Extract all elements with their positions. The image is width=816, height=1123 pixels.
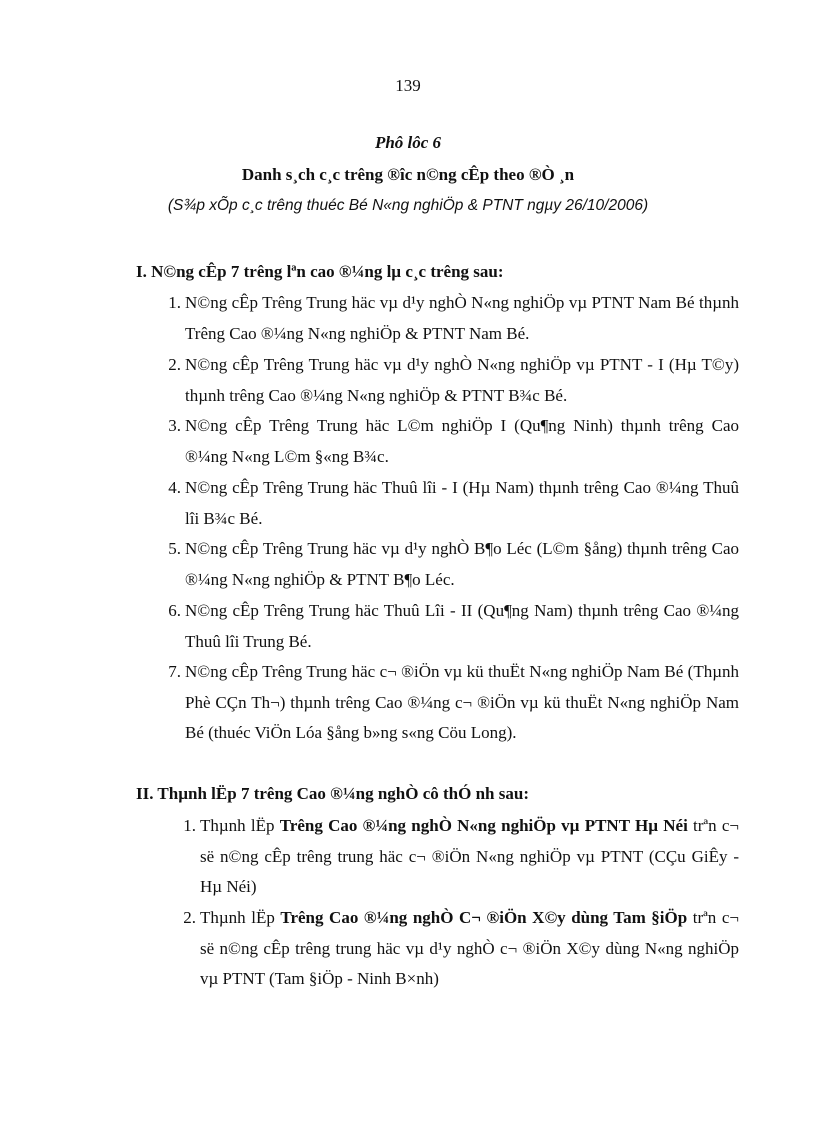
section-2-item <box>183 903 739 995</box>
section-1-item <box>168 596 739 657</box>
school-name: Trêng Cao ®¼ng nghÒ C¬ ®iÖn X©y dùng Tam §iÖp <box>280 908 688 927</box>
section-1-heading: I. N©ng cÊp 7 trêng lªn cao ®¼ng lµ c¸c trêng sau: <box>136 262 504 281</box>
section-1-item <box>168 534 739 595</box>
item-number: 2. <box>168 355 181 374</box>
item-number: 6. <box>168 601 181 620</box>
item-number: 1. <box>183 816 196 835</box>
document-title: Danh s¸ch c¸c trêng ®îc n©ng cÊp theo ®Ò ¸n <box>241 165 575 184</box>
item-text: N©ng cÊp Trêng Trung häc vµ d¹y nghÒ B¶o Léc (L©m §ång) thµnh trêng Cao ®¼ng N«ng nghiÖp & PTNT B¶o Léc. <box>185 539 739 589</box>
item-text: N©ng cÊp Trêng Trung häc Thuû lîi - I (Hµ Nam) thµnh trêng Cao ®¼ng Thuû lîi B¾c Bé. <box>185 478 739 528</box>
section-1-item <box>168 657 739 749</box>
section-1-item <box>168 350 739 411</box>
item-text <box>200 903 739 995</box>
item-number: 2. <box>183 908 196 927</box>
item-text-post: trªn c¬ së n©ng cÊp trêng trung häc c¬ ®iÖn N«ng nghiÖp vµ PTNT (CÇu GiÊy - Hµ Néi) <box>200 816 739 896</box>
item-text-pre: Thµnh lËp <box>200 816 280 835</box>
item-number: 4. <box>168 478 181 497</box>
section-2-item <box>183 811 739 903</box>
item-text: N©ng cÊp Trêng Trung häc Thuû Lîi - II (Qu¶ng Nam) thµnh trêng Cao ®¼ng Thuû lîi Trung Bé. <box>185 601 739 651</box>
section-1-item <box>168 411 739 472</box>
appendix-title: Phô lôc 6 <box>374 133 442 152</box>
document-subtitle: (S¾p xÕp c¸c trêng thuéc Bé N«ng nghiÖp & PTNT ngµy 26/10/2006) <box>167 197 649 214</box>
item-text: N©ng cÊp Trêng Trung häc vµ d¹y nghÒ N«ng nghiÖp vµ PTNT - I (Hµ T©y) thµnh trêng Cao ®¼ng N«ng nghiÖp & PTNT B¾c Bé. <box>185 355 739 405</box>
item-number: 1. <box>168 293 181 312</box>
item-number: 7. <box>168 662 181 681</box>
section-1-item <box>168 473 739 534</box>
item-text <box>200 811 739 903</box>
item-text: N©ng cÊp Trêng Trung häc vµ d¹y nghÒ N«ng nghiÖp vµ PTNT Nam Bé thµnh Trêng Cao ®¼ng N«ng nghiÖp & PTNT Nam Bé. <box>185 293 739 343</box>
item-text: N©ng cÊp Trêng Trung häc c¬ ®iÖn vµ kü thuËt N«ng nghiÖp Nam Bé (Thµnh Phè CÇn Th¬) thµnh trêng Cao ®¼ng c¬ ®iÖn vµ kü thuËt N«ng nghiÖp Nam Bé (thuéc ViÖn Lóa §ång b»ng s«ng Cöu Long). <box>185 662 739 742</box>
item-text-post: trªn c¬ së n©ng cÊp trêng trung häc vµ d¹y nghÒ c¬ ®iÖn X©y dùng N«ng nghiÖp vµ PTNT (Tam §iÖp - Ninh B×nh) <box>200 908 739 988</box>
item-text-pre: Thµnh lËp <box>200 908 281 927</box>
school-name: Trêng Cao ®¼ng nghÒ N«ng nghiÖp vµ PTNT Hµ Néi <box>279 816 688 835</box>
item-number: 5. <box>168 539 181 558</box>
item-number: 3. <box>168 416 181 435</box>
section-1-item <box>168 288 739 349</box>
item-text: N©ng cÊp Trêng Trung häc L©m nghiÖp I (Qu¶ng Ninh) thµnh trêng Cao ®¼ng N«ng L©m §«ng B¾c. <box>185 416 739 466</box>
section-2-heading: II. Thµnh lËp 7 trêng Cao ®¼ng nghÒ cô thÓ nh sau: <box>136 784 529 803</box>
page-number: 139 <box>395 76 421 95</box>
